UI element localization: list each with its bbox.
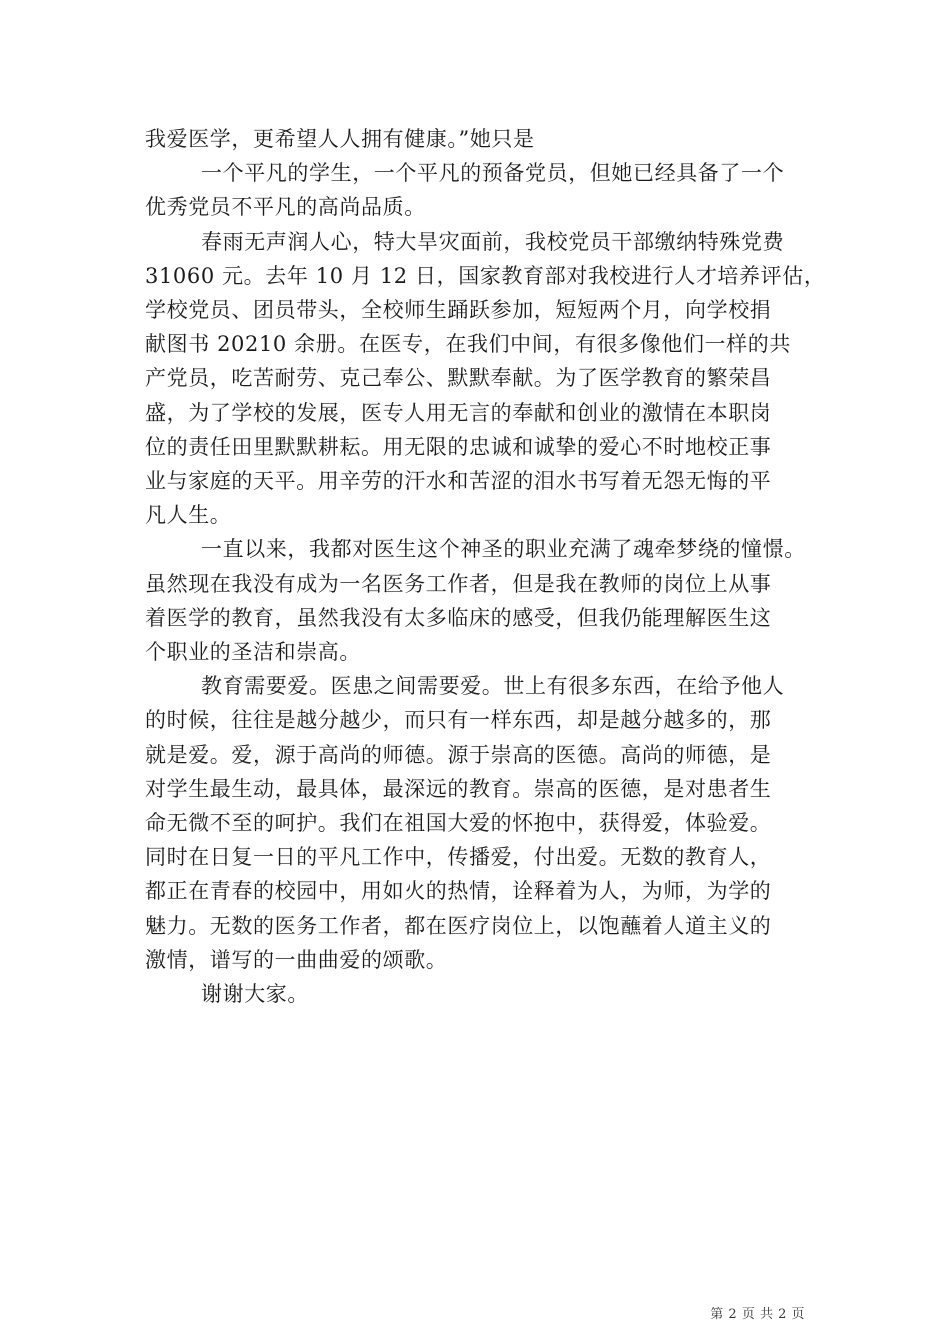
paragraph	[145, 532, 810, 669]
text-line: 虽然现在我没有成为一名医务工作者，但是我在教师的岗位上从事	[145, 571, 772, 596]
page-number: 第 2 页 共 2 页	[710, 1307, 805, 1322]
paragraph	[145, 156, 810, 224]
text-line: 一直以来，我都对医生这个神圣的职业充满了魂牵梦绕的憧憬。	[201, 537, 806, 562]
text-line: 着医学的教育，虽然我没有太多临床的感受，但我仍能理解医生这	[145, 605, 772, 630]
text-line: 产党员，吃苦耐劳、克己奉公、默默奉献。为了医学教育的繁荣昌	[145, 366, 772, 391]
text-line: 一个平凡的学生，一个平凡的预备党员，但她已经具备了一个	[201, 161, 785, 186]
text-line: 同时在日复一日的平凡工作中，传播爱，付出爱。无数的教育人，	[145, 845, 772, 870]
text-line: 的时候，往往是越分越少，而只有一样东西，却是越分越多的，那	[145, 708, 772, 733]
text-line: 业与家庭的天平。用辛劳的汗水和苦涩的泪水书写着无怨无悔的平	[145, 469, 772, 494]
paragraph	[145, 122, 810, 156]
paragraph	[145, 669, 810, 977]
text-line: 我爱医学，更希望人人拥有健康。”她只是	[145, 127, 535, 151]
text-line: 31060 元。去年 10 月 12 日，国家教育部对我校进行人才培养评估，	[145, 263, 826, 288]
text-line: 位的责任田里默默耕耘。用无限的忠诚和诚挚的爱心不时地校正事	[145, 434, 772, 459]
paragraph	[145, 977, 810, 1011]
text-line: 激情，谱写的一曲曲爱的颂歌。	[145, 947, 448, 972]
text-line: 个职业的圣洁和崇高。	[145, 640, 361, 665]
text-line: 优秀党员不平凡的高尚品质。	[145, 195, 426, 220]
text-line: 春雨无声润人心，特大旱灾面前，我校党员干部缴纳特殊党费	[201, 229, 785, 254]
text-line: 教育需要爱。医患之间需要爱。世上有很多东西，在给予他人	[201, 674, 785, 699]
text-line: 学校党员、团员带头，全校师生踊跃参加，短短两个月，向学校捐	[145, 298, 772, 323]
text-line: 献图书 20210 余册。在医专，在我们中间，有很多像他们一样的共	[145, 332, 791, 357]
text-line: 谢谢大家。	[201, 982, 309, 1007]
text-line: 盛，为了学校的发展，医专人用无言的奉献和创业的激情在本职岗	[145, 400, 772, 425]
text-line: 魅力。无数的医务工作者，都在医疗岗位上，以饱蘸着人道主义的	[145, 913, 772, 938]
paragraph	[145, 225, 826, 533]
text-line: 都正在青春的校园中，用如火的热情，诠释着为人，为师，为学的	[145, 879, 772, 904]
document-body	[145, 122, 826, 1011]
text-line: 凡人生。	[145, 503, 232, 528]
text-line: 对学生最生动，最具体，最深远的教育。崇高的医德，是对患者生	[145, 776, 772, 801]
text-line: 命无微不至的呵护。我们在祖国大爱的怀抱中，获得爱，体验爱。	[145, 811, 772, 836]
text-line: 就是爱。爱，源于高尚的师德。源于崇高的医德。高尚的师德，是	[145, 742, 772, 767]
